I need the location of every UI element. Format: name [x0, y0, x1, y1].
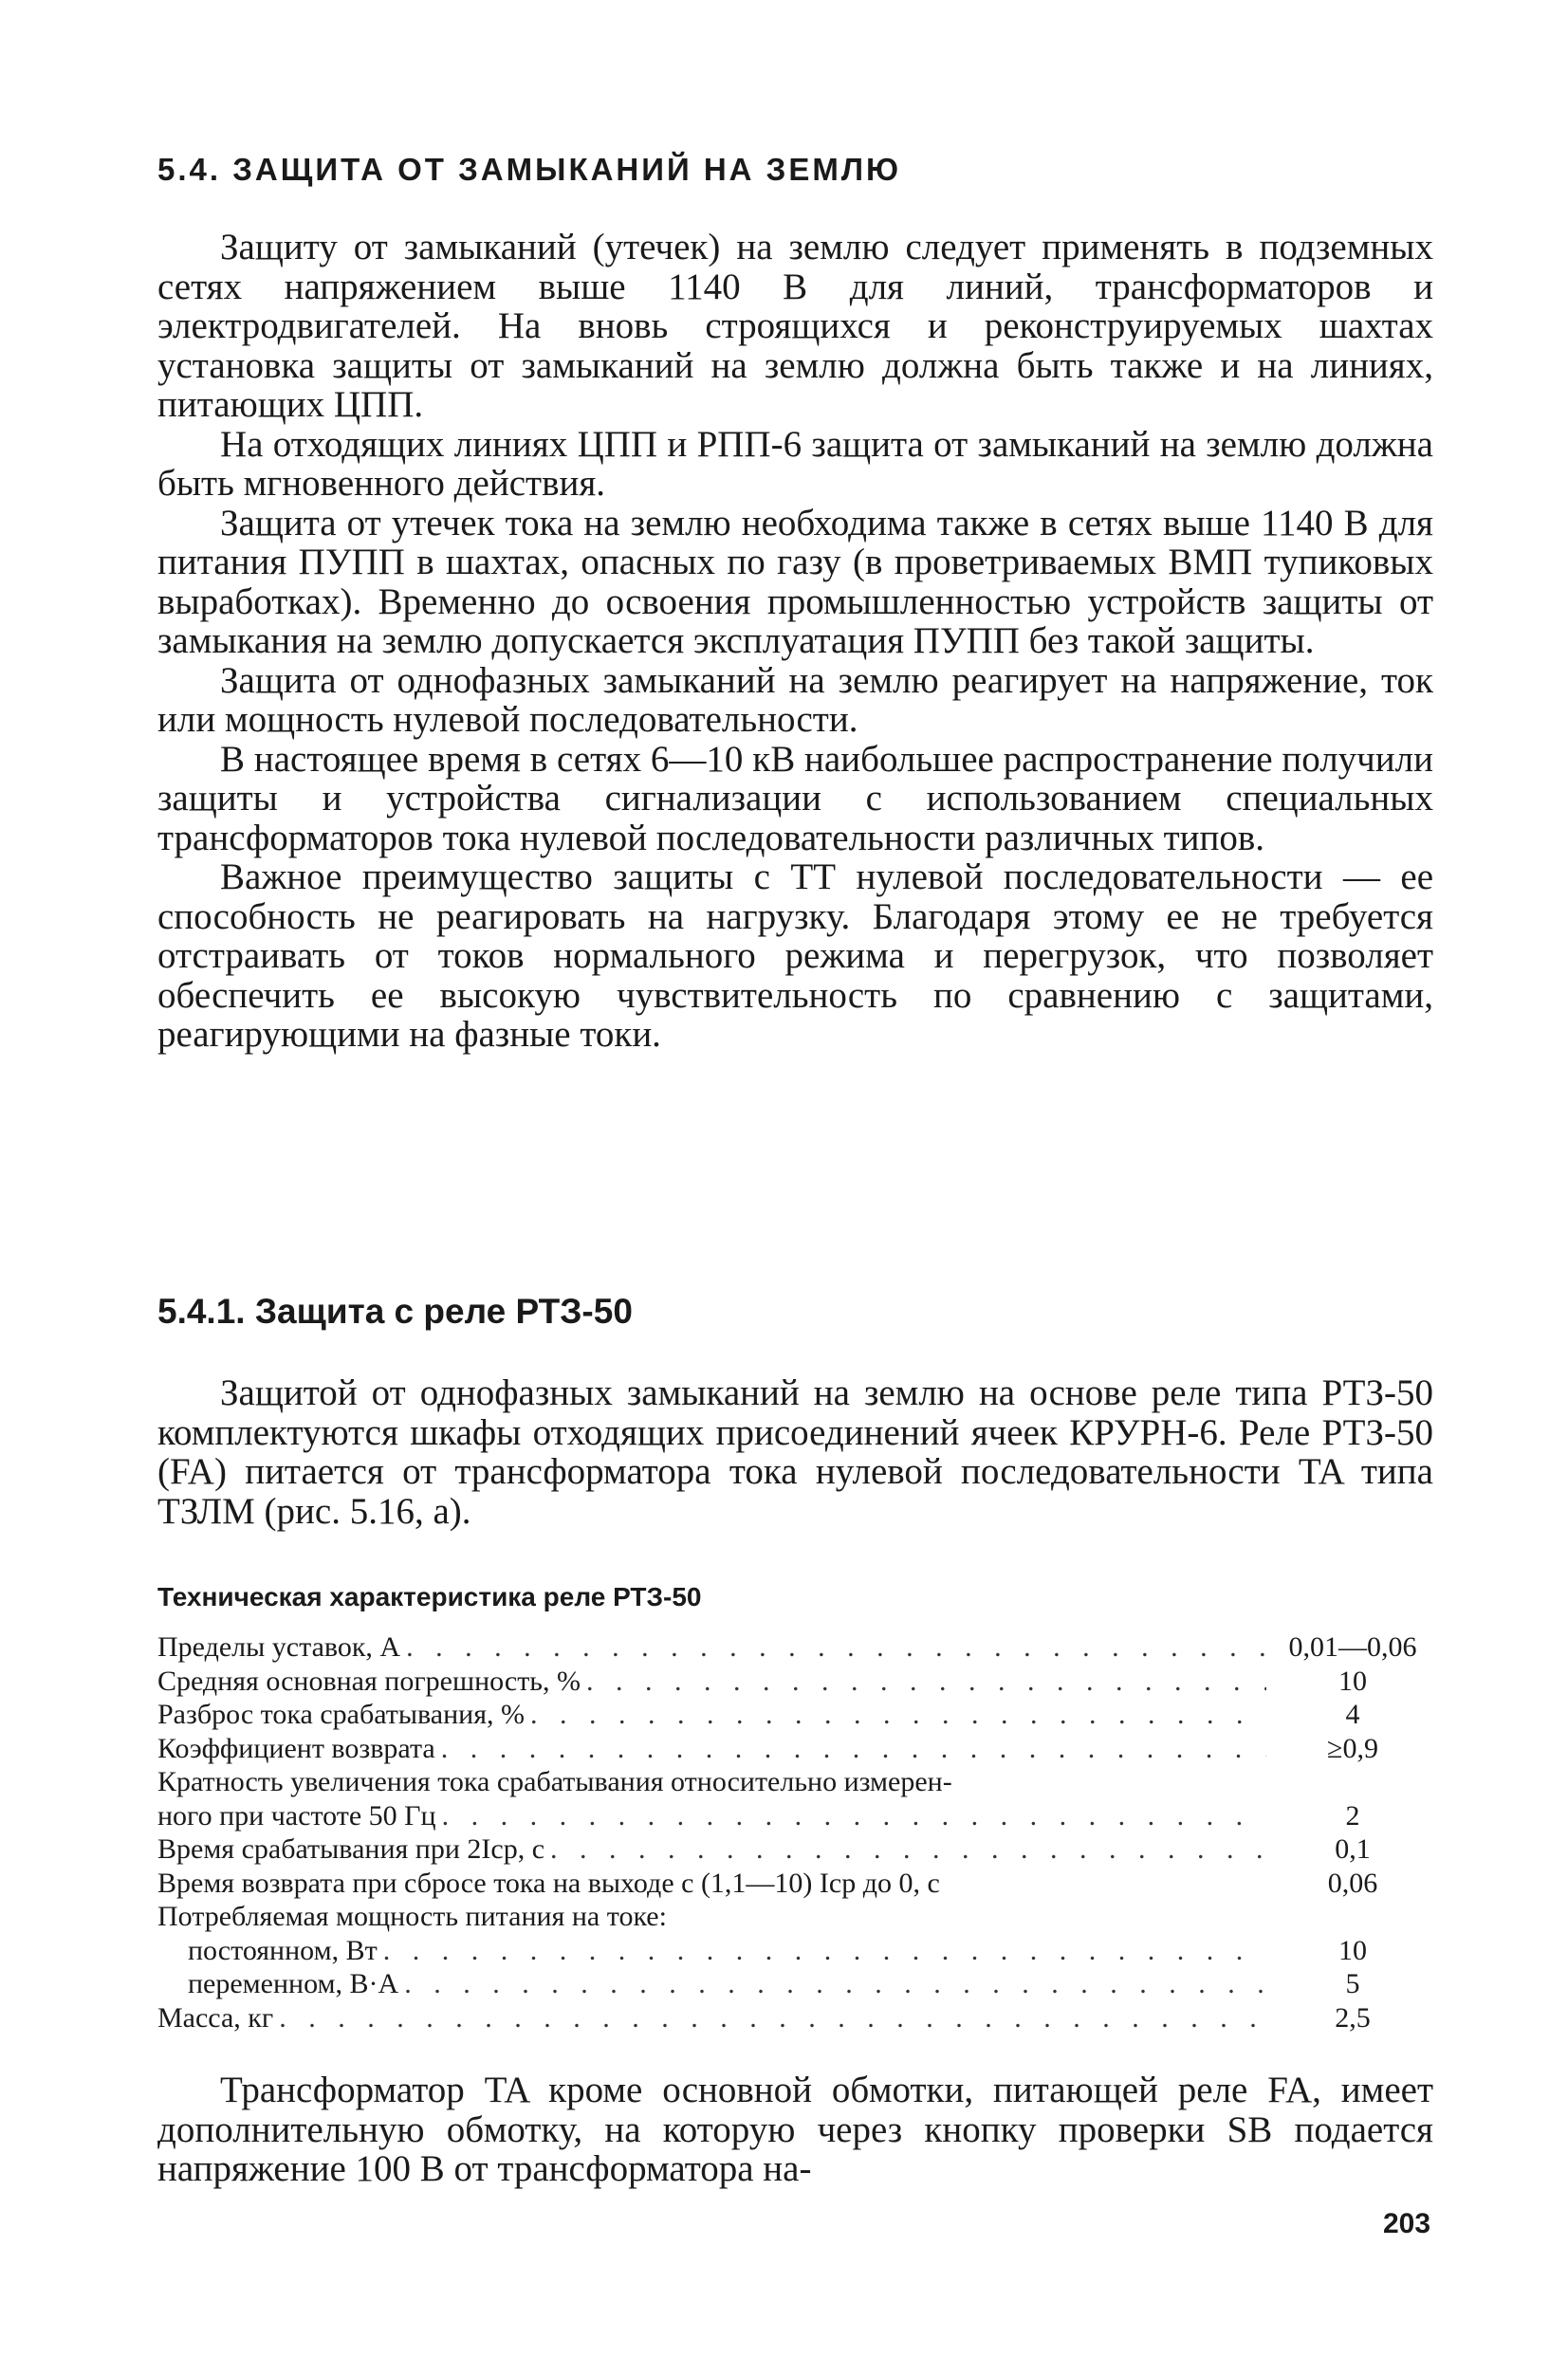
spec-label: Время срабатывания при 2Iср, с [157, 1833, 545, 1865]
leader-dots [441, 1732, 1266, 1766]
spec-row [157, 1698, 1433, 1732]
leader-dots [586, 1665, 1266, 1699]
subsection-title: 5.4.1. Защита с реле РТЗ-50 [157, 1292, 633, 1331]
page-number: 203 [1383, 2208, 1431, 2239]
paragraph: Защиту от замыканий (утечек) на землю следует применять в подземных сетях напряжением выше 1140 В для линий, трансформаторов и электродвигателей. На вновь строящихся и реконструируемых шахтах установка защиты от замыканий на землю должна быть также и на линиях, питающих ЦПП. [157, 227, 1433, 425]
spec-label: Потребляемая мощность питания на токе: [157, 1901, 667, 1932]
spec-value: 0,06 [1327, 1867, 1378, 1899]
spec-label: Масса, кг [157, 2001, 274, 2034]
paragraph: Трансформатор TA кроме основной обмотки, питающей реле FA, имеет дополнительную обмотку, на которую через кнопку проверки SB подается напряжение 100 В от трансформатора на- [157, 2070, 1433, 2189]
spec-row [157, 2001, 1433, 2035]
paragraph: В настоящее время в сетях 6—10 кВ наибольшее распространение получили защиты и устройства сигнализации с использованием специальных трансформаторов тока нулевой последовательности различных типов. [157, 738, 1433, 858]
section-title: 5.4. ЗАЩИТА ОТ ЗАМЫКАНИЙ НА ЗЕМЛЮ [157, 152, 902, 187]
spec-row [157, 1867, 1433, 1901]
spec-row [157, 1765, 1433, 1799]
spec-value: 2 [1345, 1799, 1360, 1832]
spec-label: Средняя основная погрешность, % [157, 1665, 581, 1697]
intro-text [157, 228, 1433, 1055]
table-caption: Техническая характеристика реле РТЗ-50 [157, 1582, 702, 1611]
paragraph: Защита от утечек тока на землю необходима также в сетях выше 1140 В для питания ПУПП в шахтах, опасных по газу (в проветриваемых ВМП тупиковых выработках). Временно до освоения промышленностью устройств защиты от замыкания на землю допускается эксплуатация ПУПП без такой защиты. [157, 502, 1433, 661]
leader-dots [404, 1967, 1266, 2001]
leader-dots [530, 1698, 1266, 1732]
spec-row [157, 1832, 1433, 1867]
spec-row [157, 1630, 1433, 1665]
spec-row [157, 1967, 1433, 2001]
paragraph: Защитой от однофазных замыканий на землю на основе реле типа РТЗ-50 комплектуются шкафы отходящих присоединений ячеек КРУРН-6. Реле РТЗ-50 (FA) питается от трансформатора тока нулевой последовательности TA типа ТЗЛМ (рис. 5.16, а). [157, 1372, 1433, 1532]
spec-row [157, 1799, 1433, 1833]
spec-value: 2,5 [1335, 2001, 1371, 2034]
spec-value: ≥0,9 [1327, 1732, 1378, 1764]
transformer-text [157, 2071, 1433, 2189]
leader-dots [383, 1934, 1266, 1968]
spec-value: 0,01—0,06 [1288, 1631, 1417, 1663]
spec-table [157, 1630, 1433, 2034]
spec-label: Время возврата при сбросе тока на выходе с (1,1—10) Iср до 0, с [157, 1867, 940, 1899]
spec-row [157, 1732, 1433, 1766]
paragraph: Важное преимущество защиты с ТТ нулевой последовательности — ее способность не реагировать на нагрузку. Благодаря этому ее не требуется отстраивать от токов нормального режима и перегрузок, что позволяет обеспечить ее высокую чувствительность по сравнению с защитами, реагирующими на фазные токи. [157, 856, 1433, 1055]
spec-label: Разброс тока срабатывания, % [157, 1699, 526, 1730]
spec-row [157, 1900, 1433, 1934]
spec-row [157, 1665, 1433, 1699]
spec-label: ного при частоте 50 Гц [157, 1799, 436, 1832]
spec-label: постоянном, Вт [188, 1934, 378, 1966]
paragraph: Защита от однофазных замыканий на землю реагирует на напряжение, ток или мощность нулевой последовательности. [157, 659, 1433, 740]
spec-label: Пределы уставок, А [157, 1631, 401, 1663]
spec-value: 5 [1345, 1968, 1360, 1999]
paragraph: На отходящих линиях ЦПП и РПП-6 защита от замыканий на землю должна быть мгновенного действия. [157, 423, 1433, 504]
spec-value: 0,1 [1335, 1833, 1371, 1865]
leader-dots [406, 1630, 1266, 1665]
spec-row [157, 1934, 1433, 1968]
spec-label: переменном, В·А [188, 1968, 399, 1999]
spec-label: Кратность увеличения тока срабатывания относительно измерен- [157, 1766, 952, 1797]
spec-value: 4 [1345, 1699, 1360, 1730]
rtz-text [157, 1373, 1433, 1531]
spec-value: 10 [1338, 1665, 1367, 1697]
spec-value: 10 [1338, 1934, 1367, 1966]
spec-label: Коэффициент возврата [157, 1732, 435, 1764]
leader-dots [442, 1799, 1266, 1833]
leader-dots [279, 2001, 1266, 2035]
leader-dots [550, 1832, 1266, 1867]
